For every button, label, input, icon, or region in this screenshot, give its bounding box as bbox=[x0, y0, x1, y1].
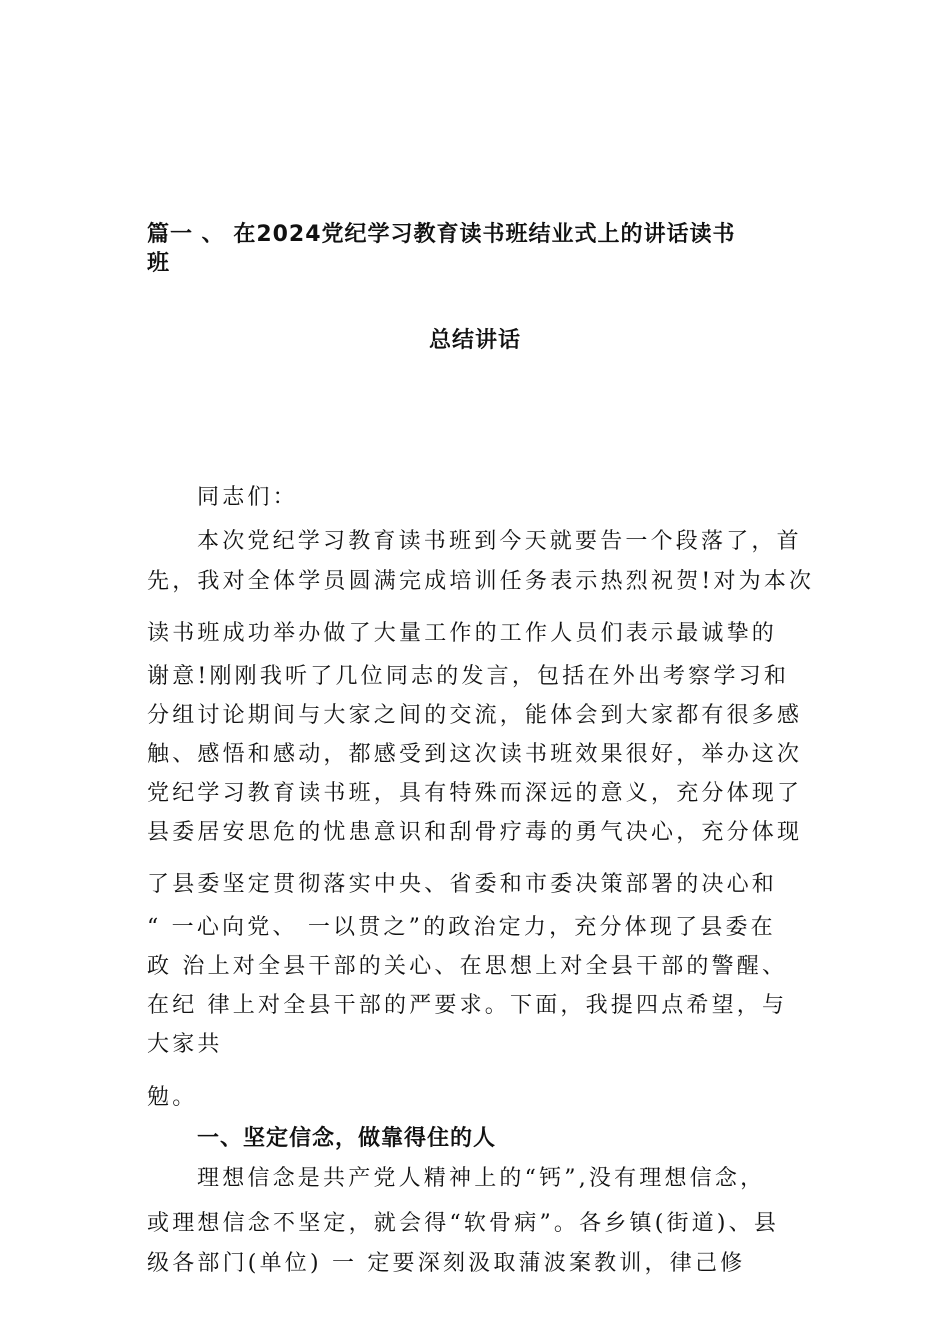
salutation: 同志们： bbox=[197, 485, 298, 510]
document-subtitle: 总结讲话 bbox=[428, 328, 521, 353]
paragraph-line: 读书班成功举办做了大量工作的工作人员们表示最诚挚的 bbox=[147, 621, 778, 646]
paragraph-line: 党纪学习教育读书班，具有特殊而深远的意义，充分体现了 bbox=[147, 781, 803, 806]
paragraph-line: 县委居安思危的忧患意识和刮骨疗毒的勇气决心，充分体现 bbox=[147, 820, 803, 845]
paragraph-line: 分组讨论期间与大家之间的交流，能体会到大家都有很多感 bbox=[147, 703, 803, 728]
document-title-line2: 班 bbox=[147, 251, 171, 276]
paragraph-line: 了县委坚定贯彻落实中央、省委和市委决策部署的决心和 bbox=[147, 872, 778, 897]
paragraph-line: 政 治上对全县干部的关心、在思想上对全县干部的警醒、 bbox=[147, 954, 788, 979]
paragraph-line: 触、感悟和感动，都感受到这次读书班效果很好，举办这次 bbox=[147, 742, 803, 767]
section-heading: 一、坚定信念，做靠得住的人 bbox=[197, 1126, 497, 1151]
paragraph-line: 本次党纪学习教育读书班到今天就要告一个段落了，首 bbox=[197, 529, 802, 554]
paragraph-line: 先，我对全体学员圆满完成培训任务表示热烈祝贺!对为本次 bbox=[147, 569, 815, 594]
document-title-line1: 篇一 、 在2024党纪学习教育读书班结业式上的讲话读书 bbox=[147, 222, 736, 247]
paragraph-line: 级各部门(单位) 一 定要深刻汲取蒲波案教训，律己修 bbox=[147, 1251, 746, 1276]
paragraph-line: 谢意!刚刚我听了几位同志的发言，包括在外出考察学习和 bbox=[147, 664, 790, 689]
paragraph-line: 勉。 bbox=[147, 1085, 198, 1110]
paragraph-line: 或理想信念不坚定，就会得“软骨病”。各乡镇(街道)、县 bbox=[147, 1211, 780, 1236]
paragraph-line: “ 一心向党、 一以贯之”的政治定力，充分体现了县委在 bbox=[147, 915, 776, 940]
paragraph-line: 在纪 律上对全县干部的严要求。下面，我提四点希望，与 bbox=[147, 993, 788, 1018]
paragraph-line: 大家共 bbox=[147, 1032, 223, 1057]
paragraph-line: 理想信念是共产党人精神上的“钙”,没有理想信念， bbox=[197, 1166, 766, 1191]
